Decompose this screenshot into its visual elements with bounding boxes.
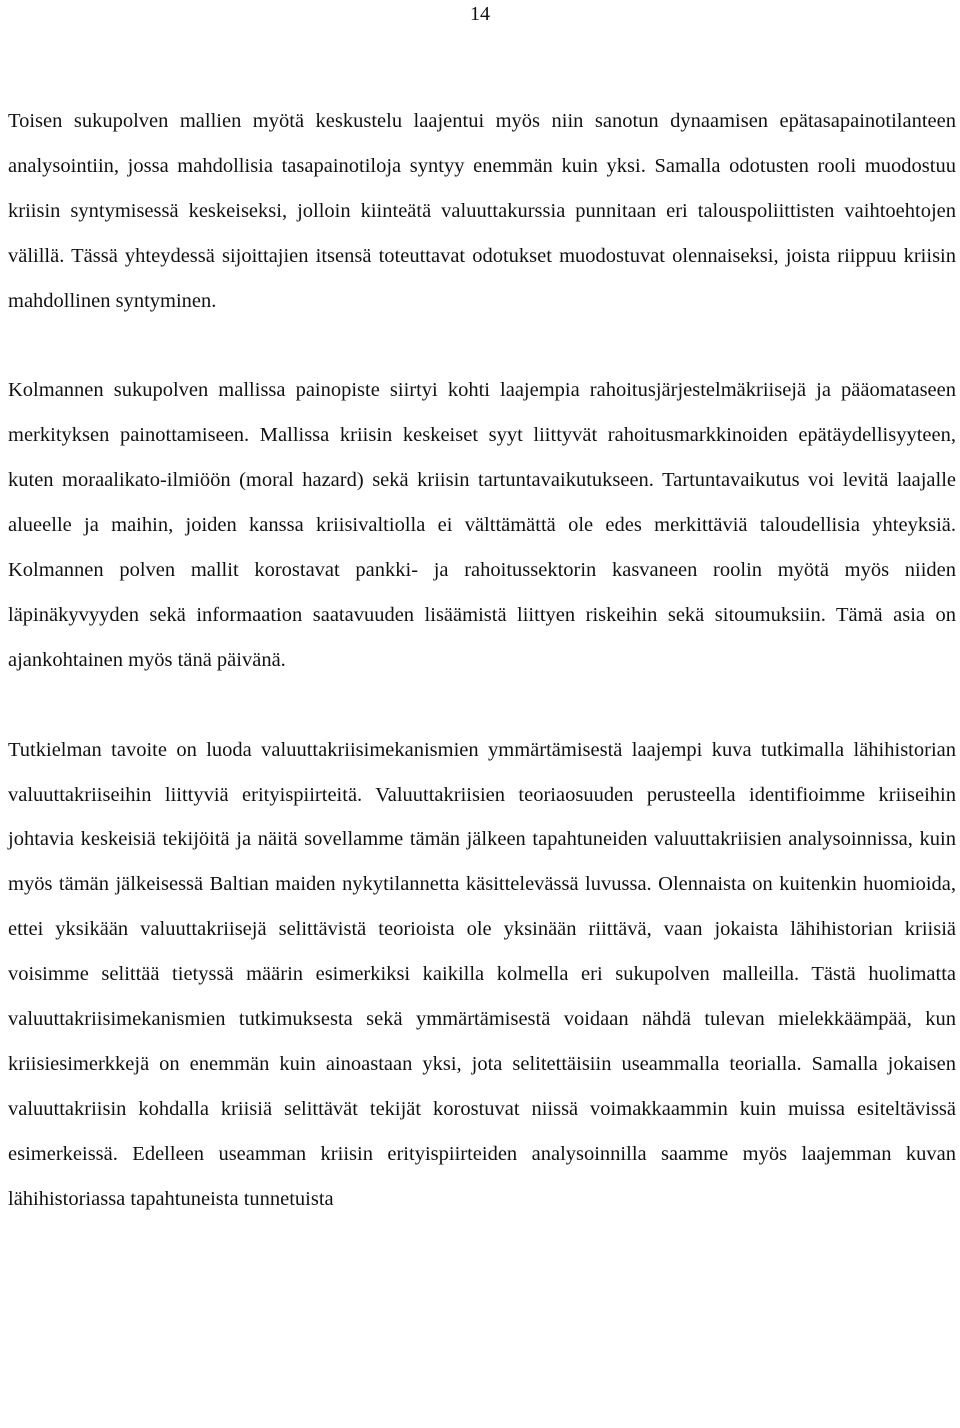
paragraph-third-generation-models: Kolmannen sukupolven mallissa painopiste siirtyi kohti laajempia rahoitusjärjestelmäkriisejä ja pääomataseen merkityksen painottamiseen. Mallissa kriisin keskeiset syyt liittyvät rahoitusmarkkinoiden epätäydellisyyteen, kuten moraalikato-ilmiöön (moral hazard) sekä kriisin tartuntavaikutukseen. Tartuntavaikutus voi levitä laajalle alueelle ja maihin, joiden kanssa kriisivaltiolla ei välttämättä ole edes merkittäviä taloudellisia yhteyksiä. Kolmannen polven mallit korostavat pankki- ja rahoitussektorin kasvaneen roolin myötä myös niiden läpinäkyvyyden sekä informaation saatavuuden lisäämistä liittyen riskeihin sekä sitoumuksiin. Tämä asia on ajankohtainen myös tänä päivänä. bbox=[8, 379, 956, 671]
paragraph-second-generation-models: Toisen sukupolven mallien myötä keskustelu laajentui myös niin sanotun dynaamisen epätasapainotilanteen analysointiin, jossa mahdollisia tasapainotiloja syntyy enemmän kuin yksi. Samalla odotusten rooli muodostuu kriisin syntymisessä keskeiseksi, jolloin kiinteätä valuuttakurssia punnitaan eri talouspoliittisten vaihtoehtojen välillä. Tässä yhteydessä sijoittajien itsensä toteuttavat odotukset muodostuvat olennaiseksi, joista riippuu kriisin mahdollinen syntyminen. bbox=[8, 110, 956, 312]
page-number: 14 bbox=[470, 3, 490, 25]
document-body bbox=[8, 99, 956, 1222]
paragraph-thesis-objective: Tutkielman tavoite on luoda valuuttakriisimekanismien ymmärtämisestä laajempi kuva tutkimalla lähihistorian valuuttakriiseihin liittyviä erityispiirteitä. Valuuttakriisien teoriaosuuden perusteella identifioimme kriiseihin johtavia keskeisiä tekijöitä ja näitä sovellamme tämän jälkeen tapahtuneiden valuuttakriisien analysoinnissa, kuin myös tämän jälkeisessä Baltian maiden nykytilannetta käsittelevässä luvussa. Olennaista on kuitenkin huomioida, ettei yksikään valuuttakriisejä selittävistä teorioista ole yksinään riittävä, vaan jokaista lähihistorian kriisiä voisimme selittää tietyssä määrin esimerkiksi kaikilla kolmella eri sukupolven malleilla. Tästä huolimatta valuuttakriisimekanismien tutkimuksesta sekä ymmärtämisestä voidaan nähdä tulevan mielekkäämpää, kun kriisiesimerkkejä on enemmän kuin ainoastaan yksi, jota selitettäisiin useammalla teorialla. Samalla jokaisen valuuttakriisin kohdalla kriisiä selittävät tekijät korostuvat niissä voimakkaammin kuin muissa esiteltävissä esimerkeissä. Edelleen useamman kriisin erityispiirteiden analysoinnilla saamme myös laajemman kuvan lähihistoriassa tapahtuneista tunnetuista bbox=[8, 738, 956, 1210]
